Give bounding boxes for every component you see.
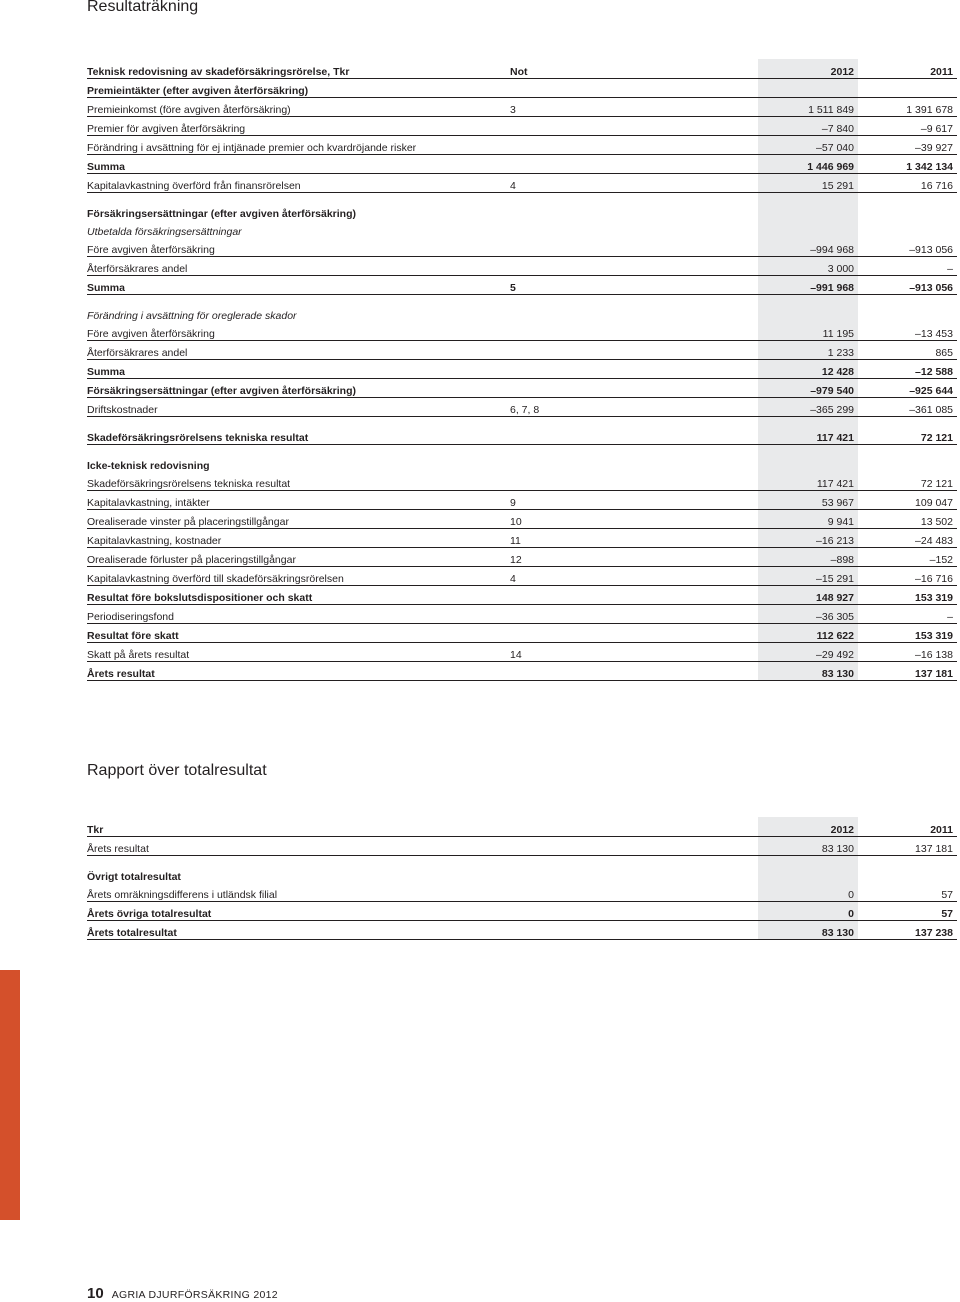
row-note [510,257,758,276]
header-label: Teknisk redovisning av skadeförsäkringsrörelse, Tkr [87,59,510,79]
value-2012: –16 213 [758,529,858,548]
table-row [87,136,957,155]
value-2011: 137 238 [858,921,957,940]
row-label: Årets totalresultat [87,921,758,940]
value-2012: –29 492 [758,643,858,662]
table-row [87,567,957,586]
table-header-row [87,817,957,837]
value-2011: 153 319 [858,586,957,605]
row-note: 12 [510,548,758,567]
value-2011: 1 391 678 [858,98,957,117]
table-row [87,529,957,548]
row-label: Årets resultat [87,837,758,856]
value-2011: 109 047 [858,491,957,510]
value-2012: –991 968 [758,276,858,295]
value-2012: –36 305 [758,605,858,624]
table-row [87,902,957,921]
row-note: 6, 7, 8 [510,398,758,417]
value-2012: 83 130 [758,837,858,856]
table-row [87,322,957,341]
row-note [510,202,758,220]
row-label: Återförsäkrares andel [87,341,510,360]
value-2012: –979 540 [758,379,858,398]
value-2011: –39 927 [858,136,957,155]
header-label: Tkr [87,817,758,837]
row-note [510,322,758,341]
publication-name: AGRIA DJURFÖRSÄKRING 2012 [111,1289,278,1301]
row-note [510,624,758,643]
table-row [87,586,957,605]
value-2011: –361 085 [858,398,957,417]
row-label: Premieintäkter (efter avgiven återförsäkring) [87,79,510,98]
value-2011: –913 056 [858,276,957,295]
table-row [87,472,957,491]
value-2012: 117 421 [758,472,858,491]
table-row [87,341,957,360]
income-statement-table [87,59,957,681]
row-note [510,238,758,257]
table-row [87,510,957,529]
header-2011: 2011 [858,817,957,837]
section-title-total-result: Rapport över totalresultat [87,762,267,779]
row-label: Kapitalavkastning, intäkter [87,491,510,510]
value-2011: 57 [858,883,957,902]
table-row [87,865,957,883]
row-label: Före avgiven återförsäkring [87,322,510,341]
row-label: Övrigt totalresultat [87,871,181,883]
value-2012: 11 195 [758,322,858,341]
header-2012: 2012 [758,817,858,837]
value-2011: –12 588 [858,360,957,379]
table-row [87,398,957,417]
value-2012: 112 622 [758,624,858,643]
table-row [87,662,957,681]
row-note [510,341,758,360]
row-note: 10 [510,510,758,529]
table-row [87,117,957,136]
value-2011: 13 502 [858,510,957,529]
row-note: 3 [510,98,758,117]
value-2011 [858,865,957,883]
row-label: Premier för avgiven återförsäkring [87,117,510,136]
value-2012: 117 421 [758,426,858,445]
value-2012: 3 000 [758,257,858,276]
row-label: Försäkringsersättningar (efter avgiven återförsäkring) [87,379,510,398]
row-label: Försäkringsersättningar (efter avgiven återförsäkring) [87,208,357,220]
row-label: Premieinkomst (före avgiven återförsäkring) [87,98,510,117]
table-row [87,202,957,220]
value-2011: 72 121 [858,426,957,445]
value-2012: 83 130 [758,921,858,940]
row-note: 5 [510,276,758,295]
table-row [87,491,957,510]
spacer-row [87,193,957,203]
row-note: 4 [510,174,758,193]
table-row [87,837,957,856]
value-2011: 137 181 [858,837,957,856]
value-2011: –16 716 [858,567,957,586]
value-2011 [858,202,957,220]
value-2011: –13 453 [858,322,957,341]
value-2011: –16 138 [858,643,957,662]
value-2012 [758,220,858,238]
value-2012: 0 [758,883,858,902]
value-2011: 72 121 [858,472,957,491]
value-2012 [758,304,858,322]
page-number: 10 [87,1285,104,1302]
value-2012: 83 130 [758,662,858,681]
value-2011: – [858,605,957,624]
value-2012: –898 [758,548,858,567]
value-2011: –24 483 [858,529,957,548]
table-row [87,98,957,117]
row-note [510,586,758,605]
table-header-row [87,59,957,79]
value-2011 [858,79,957,98]
value-2012: –994 968 [758,238,858,257]
table-row [87,921,957,940]
row-label: Kapitalavkastning överförd från finansrörelsen [87,174,510,193]
spacer-row [87,445,957,455]
value-2011 [858,454,957,472]
row-label: Förändring i avsättning för oreglerade skador [87,310,297,322]
row-label: Årets resultat [87,662,510,681]
table-row [87,174,957,193]
table-row [87,605,957,624]
table-row [87,304,957,322]
row-note [510,472,758,491]
value-2012: 1 233 [758,341,858,360]
value-2012: –15 291 [758,567,858,586]
value-2012: 9 941 [758,510,858,529]
row-note [510,136,758,155]
value-2011 [858,304,957,322]
spacer-row [87,417,957,427]
value-2011: 865 [858,341,957,360]
row-label: Återförsäkrares andel [87,257,510,276]
value-2011: 153 319 [858,624,957,643]
row-note: 14 [510,643,758,662]
row-label: Kapitalavkastning, kostnader [87,529,510,548]
spacer-row [87,856,957,866]
row-label: Orealiserade förluster på placeringstillgångar [87,548,510,567]
row-note [510,117,758,136]
value-2012: 15 291 [758,174,858,193]
value-2011: 57 [858,902,957,921]
header-2011: 2011 [858,59,957,79]
row-label: Summa [87,360,510,379]
spacer-row [87,295,957,305]
row-label: Skadeförsäkringsrörelsens tekniska resultat [87,426,510,445]
value-2011: –152 [858,548,957,567]
header-2012: 2012 [758,59,858,79]
row-label: Före avgiven återförsäkring [87,238,510,257]
row-note [510,220,758,238]
row-label: Resultat före skatt [87,624,510,643]
row-label: Summa [87,155,510,174]
row-note [510,454,758,472]
value-2012: 0 [758,902,858,921]
accent-bar [0,970,20,1220]
row-note: 9 [510,491,758,510]
row-note [510,605,758,624]
row-note [510,360,758,379]
table-row [87,454,957,472]
row-label: Orealiserade vinster på placeringstillgångar [87,510,510,529]
value-2012: 1 511 849 [758,98,858,117]
value-2011: – [858,257,957,276]
row-label: Förändring i avsättning för ej intjänade premier och kvardröjande risker [87,136,510,155]
header-note: Not [510,59,758,79]
table-row [87,883,957,902]
row-label: Summa [87,276,510,295]
row-note [510,662,758,681]
value-2011: 1 342 134 [858,155,957,174]
table-row [87,220,957,238]
table-row [87,548,957,567]
row-note [510,155,758,174]
row-note [510,304,758,322]
row-label: Periodiseringsfond [87,605,510,624]
row-label: Årets omräkningsdifferens i utländsk filial [87,883,758,902]
table-row [87,360,957,379]
table-row [87,426,957,445]
value-2012 [758,454,858,472]
value-2011: –925 644 [858,379,957,398]
table-row [87,155,957,174]
value-2012: 1 446 969 [758,155,858,174]
table-row [87,624,957,643]
row-note [510,379,758,398]
value-2012: –365 299 [758,398,858,417]
page-footer [87,1285,278,1302]
total-result-table [87,817,957,940]
value-2012 [758,865,858,883]
row-label: Icke-teknisk redovisning [87,460,210,472]
value-2012: –57 040 [758,136,858,155]
table-row [87,379,957,398]
row-note: 11 [510,529,758,548]
row-label: Utbetalda försäkringsersättningar [87,226,242,238]
value-2011: –9 617 [858,117,957,136]
value-2011: 137 181 [858,662,957,681]
value-2012: 12 428 [758,360,858,379]
value-2012: –7 840 [758,117,858,136]
row-label: Resultat före bokslutsdispositioner och skatt [87,586,510,605]
table-row [87,257,957,276]
row-label: Skatt på årets resultat [87,643,510,662]
value-2012 [758,202,858,220]
table-row [87,79,957,98]
row-label: Skadeförsäkringsrörelsens tekniska resultat [87,472,510,491]
value-2012 [758,79,858,98]
row-label: Kapitalavkastning överförd till skadeförsäkringsrörelsen [87,567,510,586]
page-title: Resultaträkning [87,0,199,15]
value-2011: 16 716 [858,174,957,193]
row-note [510,426,758,445]
value-2011 [858,220,957,238]
value-2012: 53 967 [758,491,858,510]
value-2012: 148 927 [758,586,858,605]
row-note: 4 [510,567,758,586]
row-label: Driftskostnader [87,398,510,417]
value-2011: –913 056 [858,238,957,257]
row-label: Årets övriga totalresultat [87,902,758,921]
table-row [87,238,957,257]
table-row [87,643,957,662]
table-row [87,276,957,295]
row-note [510,79,758,98]
